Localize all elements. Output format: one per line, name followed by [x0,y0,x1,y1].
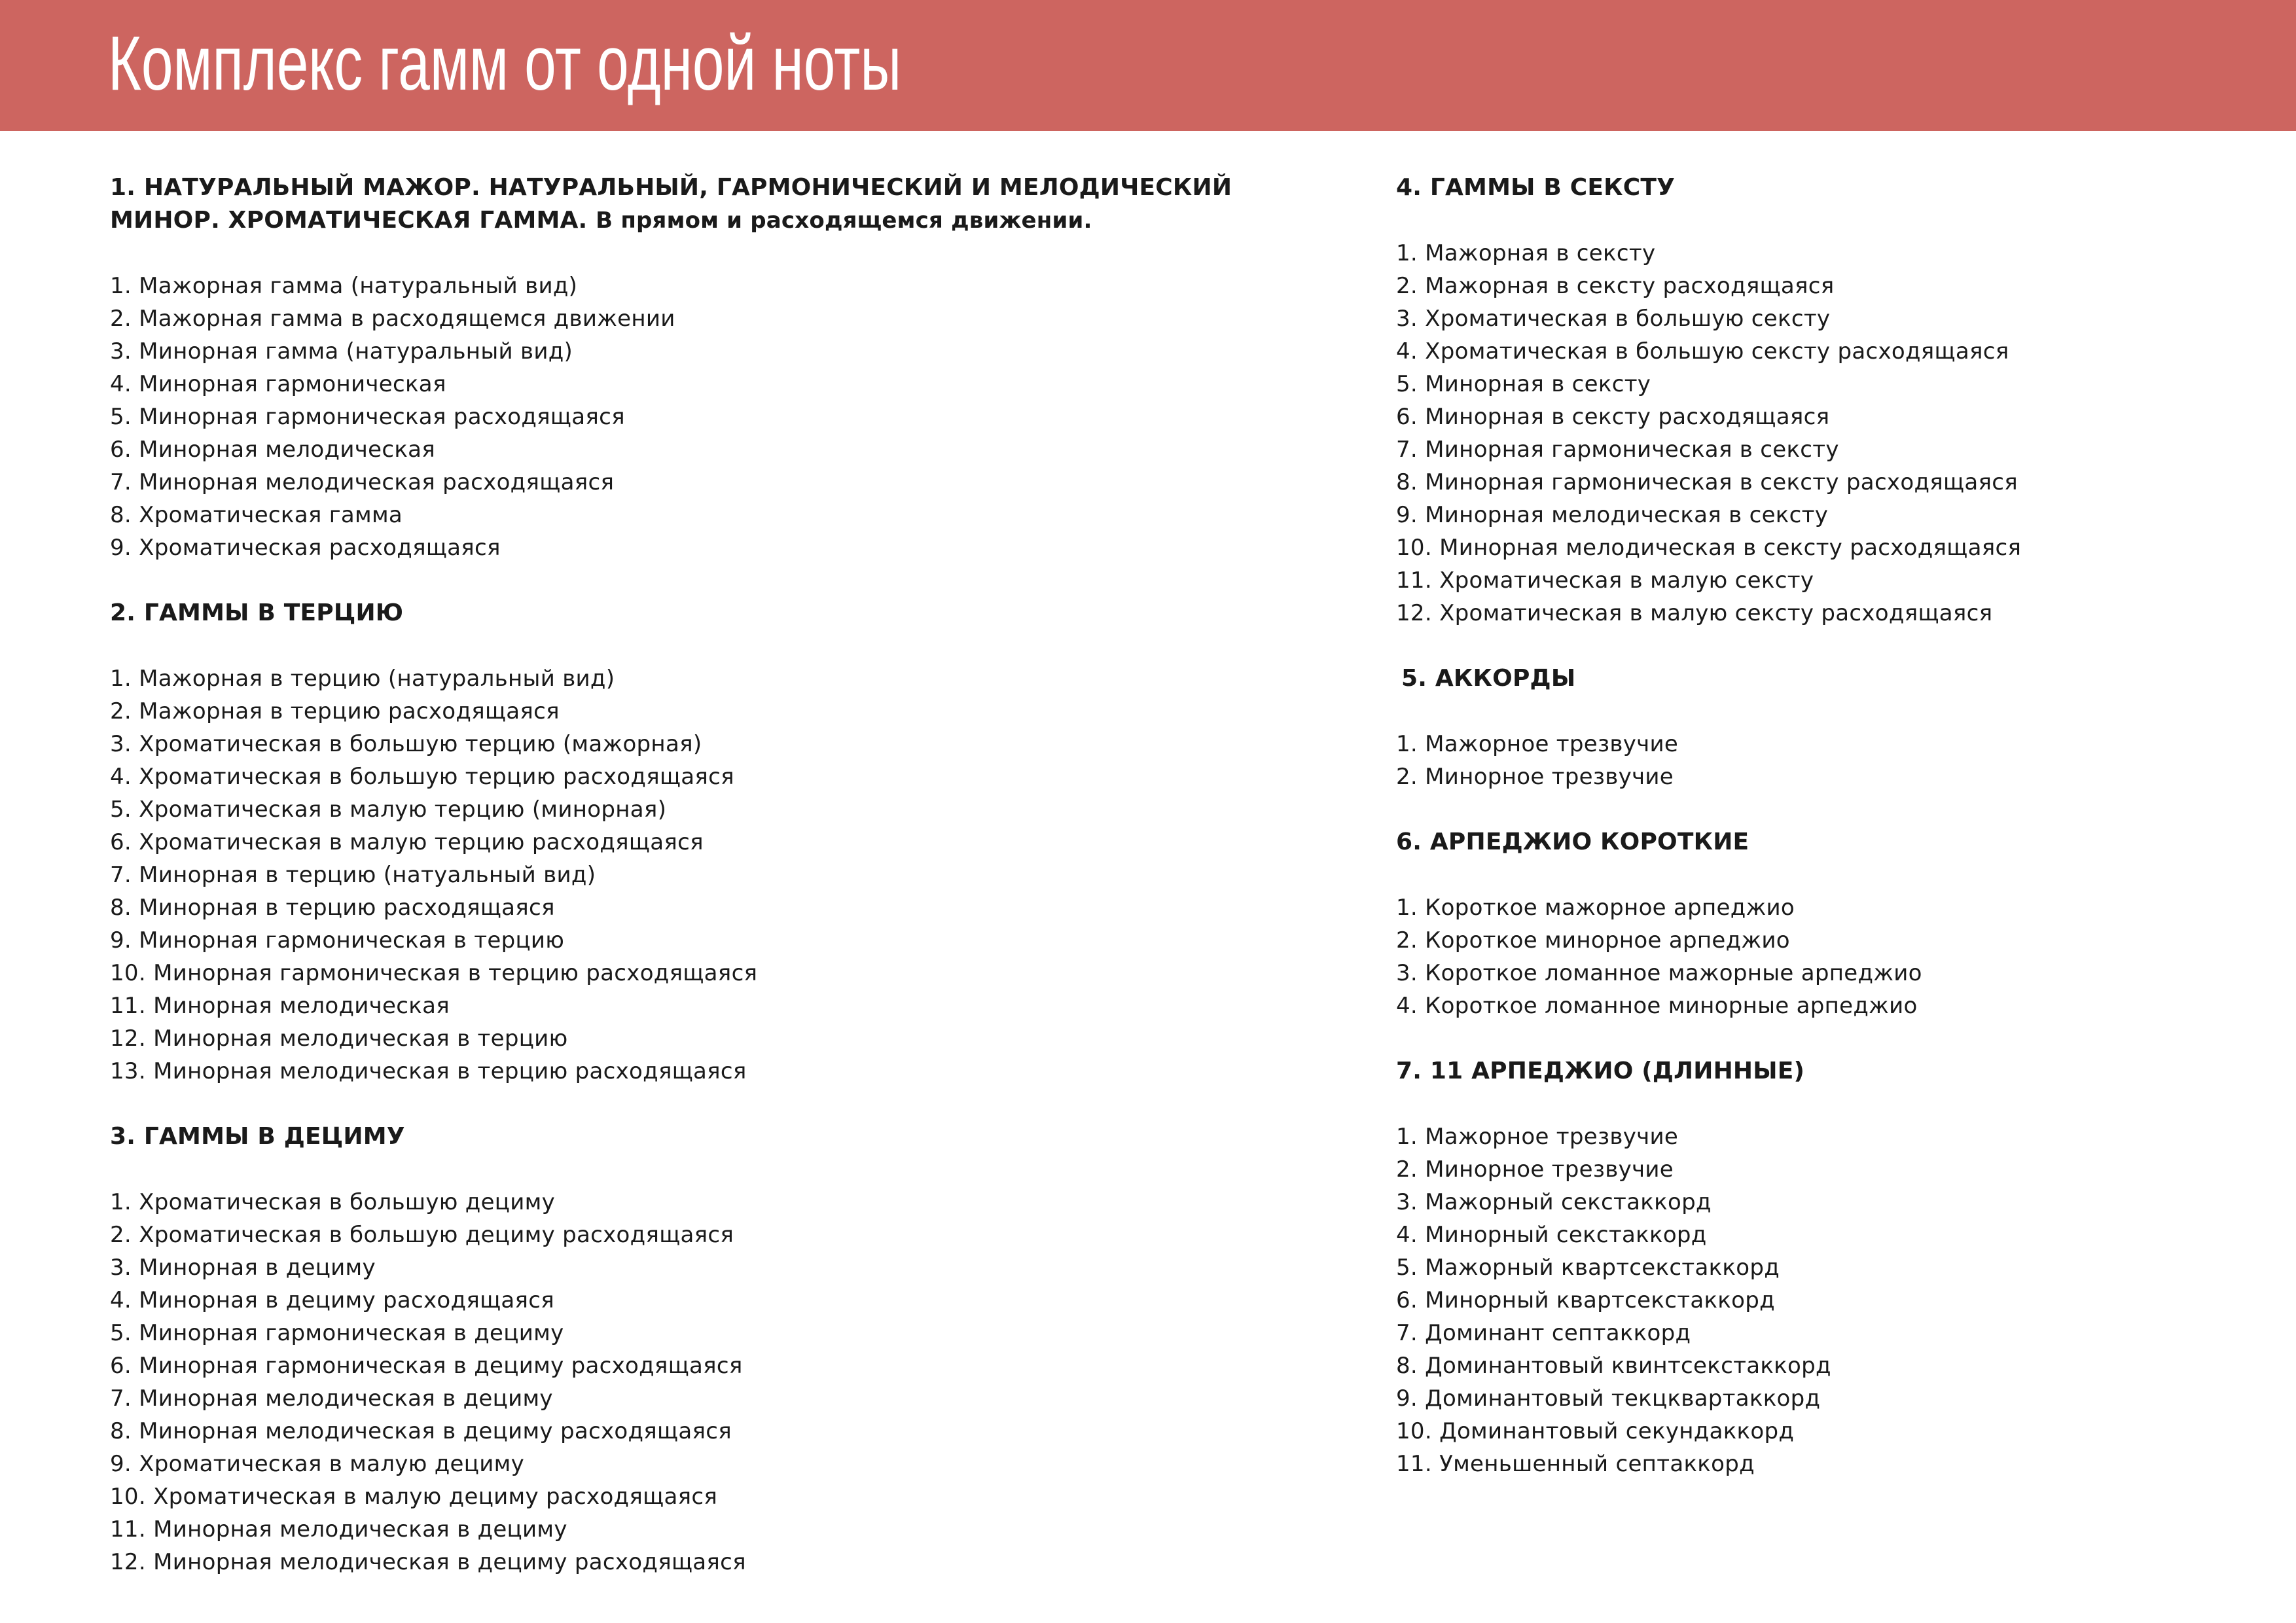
list-item: 7. Минорная мелодическая в дециму [110,1385,553,1412]
list-item: 4. Минорная гармоническая [110,371,446,397]
list-item: 8. Минорная в терцию расходящаяся [110,895,555,921]
list-item: 2. Мажорная в сексту расходящаяся [1396,273,1835,299]
section-heading: 3. ГАММЫ В ДЕЦИМУ [110,1123,405,1150]
list-item: 6. Хроматическая в малую терцию расходящаяся [110,829,704,855]
section-heading: 7. 11 АРПЕДЖИО (ДЛИННЫЕ) [1396,1058,1805,1084]
list-item: 7. Доминант септаккорд [1396,1320,1691,1346]
section-heading: 6. АРПЕДЖИО КОРОТКИЕ [1396,829,1749,855]
list-item: 10. Минорная гармоническая в терцию расходящаяся [110,960,758,986]
heading-tail: В прямом и расходящемся движении. [596,207,1092,234]
list-item: 5. Мажорный квартсекстаккорд [1396,1255,1780,1281]
list-item: 12. Минорная мелодическая в дециму расходящаяся [110,1549,746,1575]
list-item: 3. Минорная в дециму [110,1255,376,1281]
section-heading [110,171,1232,237]
list-item: 3. Минорная гамма (натуральный вид) [110,338,573,365]
list-item: 1. Короткое мажорное арпеджио [1396,895,1795,921]
heading-line-1: 1. НАТУРАЛЬНЫЙ МАЖОР. НАТУРАЛЬНЫЙ, ГАРМОНИЧЕСКИЙ И МЕЛОДИЧЕСКИЙ [110,174,1232,201]
list-item: 11. Минорная мелодическая в дециму [110,1516,567,1543]
list-item: 8. Хроматическая гамма [110,502,403,528]
list-item: 9. Минорная гармоническая в терцию [110,927,565,954]
list-item: 1. Мажорная гамма (натуральный вид) [110,273,578,299]
list-item: 5. Хроматическая в малую терцию (минорная) [110,796,667,823]
list-item: 7. Минорная в терцию (натуальный вид) [110,862,596,888]
list-item: 12. Минорная мелодическая в терцию [110,1026,568,1052]
list-item: 11. Уменьшенный септаккорд [1396,1451,1755,1477]
scale-list [110,662,757,1088]
list-item: 4. Минорная в дециму расходящаяся [110,1287,555,1313]
heading-line-2: МИНОР. ХРОМАТИЧЕСКАЯ ГАММА. [110,207,588,234]
list-item: 9. Доминантовый текцквартаккорд [1396,1385,1821,1412]
list-item: 8. Минорная гармоническая в сексту расходящаяся [1396,469,2018,495]
list-item: 9. Минорная мелодическая в сексту [1396,502,1829,528]
section-7 [1396,1055,1831,1477]
list-item: 4. Минорный секстаккорд [1396,1222,1707,1248]
scale-list [110,1186,746,1578]
section-1 [110,171,1232,561]
list-item: 3. Короткое ломанное мажорные арпеджио [1396,960,1922,986]
list-item: 5. Минорная гармоническая расходящаяся [110,404,625,430]
section-heading: 4. ГАММЫ В СЕКСТУ [1396,174,1676,201]
list-item: 11. Хроматическая в малую сексту [1396,567,1814,594]
list-item: 8. Минорная мелодическая в дециму расходящаяся [110,1418,732,1444]
list-item: 1. Мажорное трезвучие [1396,1124,1679,1150]
scale-list [1396,1120,1831,1480]
section-heading: 2. ГАММЫ В ТЕРЦИЮ [110,599,404,626]
list-item: 2. Короткое минорное арпеджио [1396,927,1790,954]
list-item: 3. Хроматическая в большую терцию (мажорная) [110,731,702,757]
list-item: 10. Хроматическая в малую дециму расходящаяся [110,1484,718,1510]
scale-list [1396,728,1678,793]
section-4 [1396,171,2022,626]
list-item: 12. Хроматическая в малую сексту расходящаяся [1396,600,1993,626]
list-item: 13. Минорная мелодическая в терцию расходящаяся [110,1058,747,1084]
list-item: 1. Мажорное трезвучие [1396,731,1679,757]
list-item: 4. Хроматическая в большую терцию расходящаяся [110,764,734,790]
list-item: 11. Минорная мелодическая [110,993,450,1019]
list-item: 2. Минорное трезвучие [1396,1156,1674,1183]
list-item: 1. Мажорная в сексту [1396,240,1656,266]
list-item: 5. Минорная гармоническая в дециму [110,1320,564,1346]
list-item: 1. Мажорная в терцию (натуральный вид) [110,666,615,692]
section-heading: 5. АККОРДЫ [1401,665,1576,692]
list-item: 6. Минорная мелодическая [110,437,436,463]
list-item: 9. Хроматическая расходящаяся [110,535,501,561]
list-item: 6. Минорная в сексту расходящаяся [1396,404,1830,430]
list-item: 10. Минорная мелодическая в сексту расходящаяся [1396,535,2022,561]
scale-list [1396,237,2021,630]
section-5 [1396,662,1679,790]
list-item: 5. Минорная в сексту [1396,371,1651,397]
list-item: 4. Короткое ломанное минорные арпеджио [1396,993,1918,1019]
list-item: 3. Мажорный секстаккорд [1396,1189,1712,1215]
list-item: 1. Хроматическая в большую дециму [110,1189,556,1215]
list-item: 2. Мажорная гамма в расходящемся движении [110,306,675,332]
list-item: 6. Минорная гармоническая в дециму расходящаяся [110,1353,743,1379]
section-2 [110,597,758,1084]
section-3 [110,1120,746,1575]
scale-list [1396,891,1922,1022]
list-item: 7. Минорная мелодическая расходящаяся [110,469,615,495]
scale-list [110,270,675,564]
section-6 [1396,826,1922,1019]
list-item: 4. Хроматическая в большую сексту расходящаяся [1396,338,2009,365]
list-item: 2. Мажорная в терцию расходящаяся [110,698,560,724]
list-item: 2. Хроматическая в большую дециму расходящаяся [110,1222,734,1248]
list-item: 7. Минорная гармоническая в сексту [1396,437,1839,463]
page-title: Комплекс гамм от одной ноты [108,20,902,107]
list-item: 8. Доминантовый квинтсекстаккорд [1396,1353,1831,1379]
list-item: 9. Хроматическая в малую дециму [110,1451,524,1477]
list-item: 6. Минорный квартсекстаккорд [1396,1287,1775,1313]
list-item: 2. Минорное трезвучие [1396,764,1674,790]
list-item: 3. Хроматическая в большую сексту [1396,306,1831,332]
title-banner [0,0,2296,131]
list-item: 10. Доминантовый секундаккорд [1396,1418,1795,1444]
